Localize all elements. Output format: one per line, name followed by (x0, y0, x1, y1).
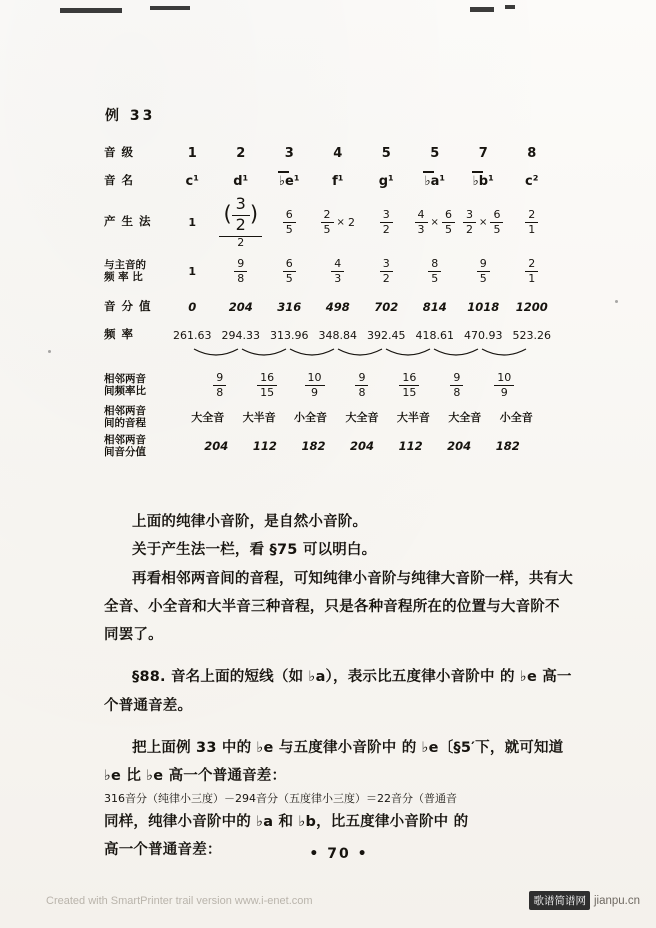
cell: 182 (301, 439, 326, 453)
cell: 316 (277, 300, 302, 314)
cell: 392.45 (367, 328, 406, 342)
row-label-note-name: 音 名 (104, 173, 135, 188)
cell-product: $\frac{3}{2}$ × $\frac{6}{5}$ (459, 196, 508, 248)
cell-fraction: $\frac{10}{9}$ (481, 372, 528, 398)
cell-fraction: $\frac{9}{8}$ (338, 372, 385, 398)
cell: 470.93 (464, 328, 503, 342)
scan-artifact (505, 5, 515, 9)
row-label-adjacent-interval: 相邻两音 间的音程 (104, 404, 146, 429)
overline-mark (472, 171, 483, 173)
cell: 261.63 (173, 328, 212, 342)
cell: g¹ (378, 173, 394, 189)
overline-mark (423, 171, 434, 173)
cell-with-stroke: ♭a¹ (411, 174, 460, 189)
cell: 204 (204, 439, 229, 453)
cell: 2 (236, 145, 246, 161)
paragraph: 高一个普通音差： (104, 842, 222, 859)
table-row-generation (104, 193, 556, 249)
site-url: jianpu.cn (593, 894, 640, 907)
site-badge: 歌谱简谱网 (529, 891, 590, 910)
cell-fraction: $\frac{6}{5}$ (265, 258, 314, 284)
cell: 大全音 (191, 411, 225, 424)
cell-fraction: $\frac{4}{3}$ (314, 258, 363, 284)
row-label-ratio-to-tonic: 与主音的 频 率 比 (104, 258, 146, 283)
cell: 1 (187, 145, 197, 161)
example-label: 例 33 (105, 108, 156, 124)
cell: c² (525, 173, 539, 189)
row-label-adjacent-cents: 相邻两音 间音分值 (104, 433, 146, 458)
body-text (104, 508, 574, 865)
cell: c¹ (185, 173, 199, 189)
row-label-cents: 音 分 值 (104, 299, 152, 314)
cell-fraction: $\frac{8}{5}$ (411, 258, 460, 284)
paragraph: 再看相邻两音间的音程，可知纯律小音阶与纯律大音阶一样，共有大全音、小全音和大半音三种音程，只是各种音程所在的位置与大音阶不同罢了。 (104, 570, 573, 644)
cell: 112 (252, 439, 277, 453)
paragraph: 关于产生法一栏，看 §75 可以明白。 (132, 542, 377, 559)
cell-fraction: $\frac{2}{1}$ (508, 196, 557, 248)
cell: f¹ (332, 173, 344, 189)
paragraph: 同样，纯律小音阶中的 ♭a 和 ♭b，比五度律小音阶中 的 (104, 813, 469, 830)
cell-fraction: $\frac{3}{2}$ (362, 258, 411, 284)
site-watermark (529, 891, 640, 910)
cell-fraction: $\frac{3}{2}$ (362, 196, 411, 248)
cell: 0 (188, 300, 197, 314)
cell: 大全音 (345, 411, 379, 424)
cell: d¹ (233, 173, 249, 189)
cell-fraction: $\frac{9}{8}$ (217, 258, 266, 284)
cell-fraction-nested: ( $\frac{3}{2}$ ) 2 (217, 196, 266, 248)
table-row-adjacent-ratio (104, 368, 556, 402)
cell: 大全音 (448, 411, 482, 424)
cell-with-stroke: ♭e¹ (265, 174, 314, 189)
cell: 小全音 (499, 411, 533, 424)
cell-fraction: $\frac{10}{9}$ (291, 372, 338, 398)
cell: 204 (228, 300, 253, 314)
cell: 1 (188, 215, 197, 229)
row-label-adjacent-ratio: 相邻两音 间频率比 (104, 372, 146, 397)
cell: 204 (447, 439, 472, 453)
cell: 418.61 (415, 328, 454, 342)
cell: 1 (188, 264, 197, 278)
brace-row (104, 350, 556, 364)
paragraph-section-88: §88. 音名上面的短线（如 ♭a），表示比五度律小音阶中 的 ♭e 高一个普通音差。 (104, 669, 572, 714)
row-label-generation: 产 生 法 (104, 214, 152, 229)
cell: 大半音 (242, 411, 276, 424)
cell: 814 (422, 300, 447, 314)
tuning-table (104, 140, 556, 460)
page-number: • 70 • (309, 846, 369, 862)
cell-fraction: $\frac{2}{1}$ (508, 258, 557, 284)
row-label-frequency: 频 率 (104, 327, 135, 342)
cell: 348.84 (318, 328, 357, 342)
cell-fraction: $\frac{16}{15}$ (386, 372, 433, 398)
table-row-ratio-to-tonic (104, 248, 556, 294)
cell: 1018 (467, 300, 500, 314)
cell: 702 (374, 300, 399, 314)
cell-fraction: $\frac{9}{8}$ (433, 372, 480, 398)
cell: 182 (495, 439, 520, 453)
scan-artifact (150, 6, 190, 10)
cell: 498 (325, 300, 350, 314)
scan-speck (615, 300, 618, 303)
table-row-degree (104, 140, 556, 166)
overline-mark (278, 171, 289, 173)
cell-fraction: $\frac{6}{5}$ (265, 196, 314, 248)
watermark-footer: Created with SmartPrinter trail version www.i-enet.com (46, 895, 313, 907)
cell: 523.26 (512, 328, 551, 342)
cell-fraction: $\frac{9}{5}$ (459, 258, 508, 284)
cell-product: $\frac{4}{3}$ × $\frac{6}{5}$ (411, 196, 460, 248)
scan-artifact (470, 7, 494, 12)
scan-artifact (60, 8, 122, 13)
table-row-adjacent-interval (104, 402, 556, 432)
scan-speck (48, 350, 51, 353)
cell: 大半音 (396, 411, 430, 424)
formula-line: 316音分（纯律小三度）－294音分（五度律小三度）＝22音分（普通音 (104, 792, 457, 806)
row-label-degree: 音 级 (104, 145, 135, 160)
cell: 小全音 (294, 411, 328, 424)
cell: 112 (398, 439, 423, 453)
cell-product: $\frac{2}{5}$ × 2 (314, 196, 363, 248)
cell-with-stroke: ♭b¹ (459, 174, 508, 189)
cell: 204 (350, 439, 375, 453)
paragraph: 把上面例 33 中的 ♭e 与五度律小音阶中 的 ♭e〔§5′下，就可知道 ♭e 比 ♭e 高一个普通音差： (104, 739, 564, 785)
cell: 1200 (515, 300, 548, 314)
table-row-note-name (104, 166, 556, 196)
table-row-cents (104, 294, 556, 320)
cell: 8 (527, 145, 537, 161)
brace-group-icon (192, 348, 580, 362)
cell-fraction: $\frac{9}{8}$ (196, 372, 243, 398)
table-row-adjacent-cents (104, 432, 556, 460)
cell: 5 (381, 145, 391, 161)
cell-fraction: $\frac{16}{15}$ (243, 372, 290, 398)
cell: 294.33 (221, 328, 260, 342)
cell: 313.96 (270, 328, 309, 342)
cell: 7 (478, 145, 488, 161)
table-row-frequency (104, 320, 556, 350)
paragraph: 上面的纯律小音阶，是自然小音阶。 (132, 514, 368, 530)
cell: 4 (333, 145, 343, 161)
cell: 5 (430, 145, 440, 161)
cell: 3 (284, 145, 294, 161)
